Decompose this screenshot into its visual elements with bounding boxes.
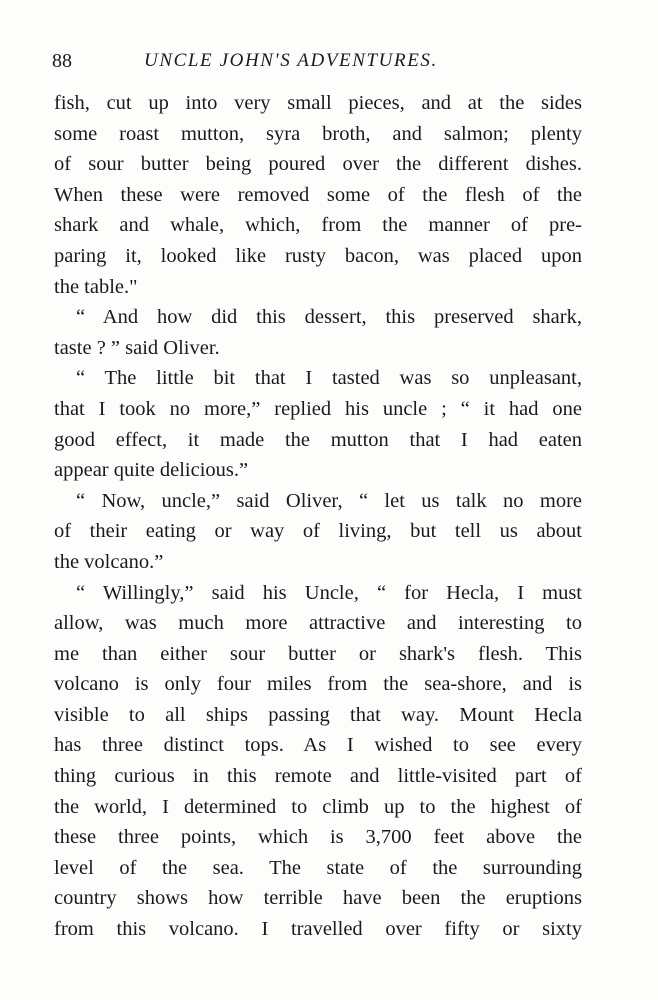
text-line: thing curious in this remote and little-visited part of <box>54 765 582 788</box>
text-line: “ And how did this dessert, this preserved shark, <box>76 306 582 329</box>
text-line: good effect, it made the mutton that I had eaten <box>54 428 582 451</box>
running-head: UNCLE JOHN'S ADVENTURES. <box>144 50 438 71</box>
text-line: appear quite delicious.” <box>54 459 249 482</box>
text-line: allow, was much more attractive and interesting to <box>54 612 582 635</box>
text-line: of sour butter being poured over the different dishes. <box>54 153 582 176</box>
body-text <box>54 88 582 945</box>
text-line: country shows how terrible have been the eruptions <box>54 887 582 910</box>
text-line: has three distinct tops. As I wished to see every <box>54 734 582 757</box>
text-line: that I took no more,” replied his uncle ; “ it had one <box>54 397 582 420</box>
text-line: some roast mutton, syra broth, and salmon; plenty <box>54 122 582 145</box>
text-line: When these were removed some of the flesh of the <box>54 183 582 206</box>
text-line: the volcano.” <box>54 550 164 573</box>
text-line: shark and whale, which, from the manner of pre- <box>54 214 582 237</box>
text-line: “ The little bit that I tasted was so unpleasant, <box>76 367 582 390</box>
text-line: from this volcano. I travelled over fifty or sixty <box>54 918 582 941</box>
text-line: of their eating or way of living, but tell us about <box>54 520 582 543</box>
text-line: the table." <box>54 275 138 298</box>
text-line: “ Willingly,” said his Uncle, “ for Hecla, I must <box>76 581 582 604</box>
text-line: the world, I determined to climb up to the highest of <box>54 795 582 818</box>
text-line: paring it, looked like rusty bacon, was placed upon <box>54 244 582 267</box>
text-line: fish, cut up into very small pieces, and at the sides <box>54 92 582 114</box>
page-header <box>52 46 500 76</box>
text-line: visible to all ships passing that way. Mount Hecla <box>54 703 582 726</box>
text-line: “ Now, uncle,” said Oliver, “ let us talk no more <box>76 489 582 512</box>
text-line: level of the sea. The state of the surrounding <box>54 856 582 879</box>
text-line: taste ? ” said Oliver. <box>54 336 220 359</box>
text-line: volcano is only four miles from the sea-shore, and is <box>54 673 582 696</box>
page-number: 88 <box>52 50 72 72</box>
text-line: these three points, which is 3,700 feet above the <box>54 826 582 849</box>
text-line: me than either sour butter or shark's flesh. This <box>54 642 582 665</box>
